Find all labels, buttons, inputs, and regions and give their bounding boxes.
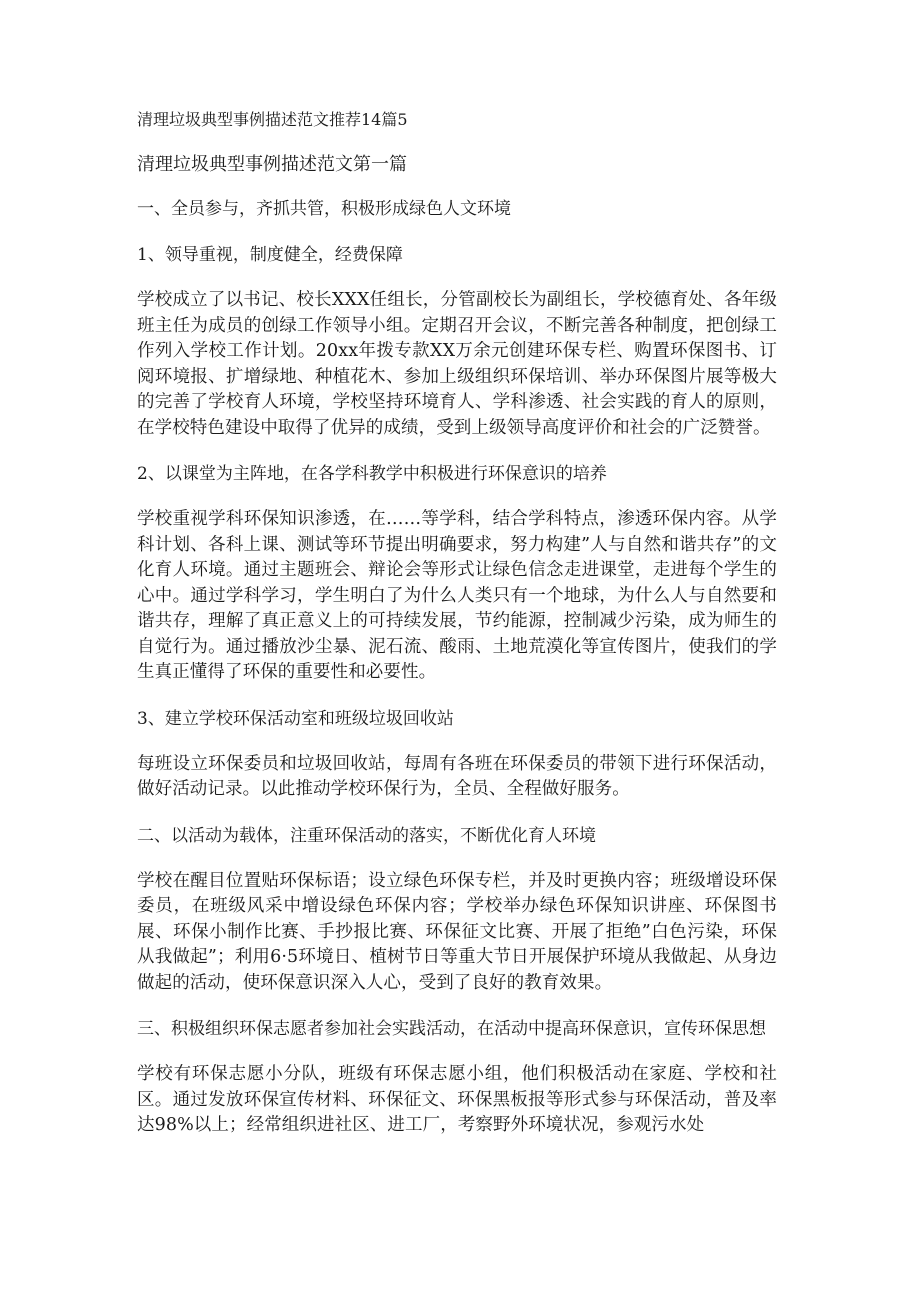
section-heading: 一、全员参与，齐抓共管，积极形成绿色人文环境 xyxy=(137,199,511,219)
document-body xyxy=(137,196,777,1139)
document-title: 清理垃圾典型事例描述范文推荐14篇5 xyxy=(137,110,408,129)
section-heading: 二、以活动为载体，注重环保活动的落实，不断优化育人环境 xyxy=(137,825,596,846)
section-title: 清理垃圾典型事例描述范文第一篇 xyxy=(137,154,407,175)
section-heading: 3、建立学校环保活动室和班级垃圾回收站 xyxy=(137,708,454,729)
paragraph: 学校重视学科环保知识渗透，在……等学科，结合学科特点，渗透环保内容。从学科计划、各科上课、测试等环节提出明确要求，努力构建”人与自然和谐共存”的文化育人环境。通过主题班会、辩论会等形式让绿色信念走进课堂，走进每个学生的心中。通过学科学习，学生明白了为什么人类只有一个地球，为什么人与自然要和谐共存，理解了真正意义上的可持续发展，节约能源，控制减少污染，成为师生的自觉行为。通过播放沙尘暴、泥石流、酸雨、土地荒漠化等宣传图片，使我们的学生真正懂得了环保的重要性和必要性。 xyxy=(137,509,777,682)
paragraph: 学校成立了以书记、校长XXX任组长，分管副校长为副组长，学校德育处、各年级班主任为成员的创绿工作领导小组。定期召开会议，不断完善各种制度，把创绿工作列入学校工作计划。20xx年拨专款XX万余元创建环保专栏、购置环保图书、订阅环境报、扩增绿地、种植花木、参加上级组织环保培训、举办环保图片展等极大的完善了学校育人环境，学校坚持环境育人、学科渗透、社会实践的育人的原则，在学校特色建设中取得了优异的成绩，受到上级领导高度评价和社会的广泛赞誉。 xyxy=(137,290,777,438)
section-heading: 1、领导重视，制度健全，经费保障 xyxy=(137,245,403,265)
document-page xyxy=(137,108,777,1159)
section-heading: 三、积极组织环保志愿者参加社会实践活动，在活动中提高环保意识，宣传环保思想 xyxy=(137,1019,766,1039)
paragraph: 每班设立环保委员和垃圾回收站，每周有各班在环保委员的带领下进行环保活动，做好活动记录。以此推动学校环保行为，全员、全程做好服务。 xyxy=(137,753,777,799)
paragraph: 学校有环保志愿小分队，班级有环保志愿小组，他们积极活动在家庭、学校和社区。通过发放环保宣传材料、环保征文、环保黑板报等形式参与环保活动，普及率达98%以上；经常组织进社区、进工厂，考察野外环境状况，参观污水处 xyxy=(137,1064,777,1135)
paragraph: 学校在醒目位置贴环保标语；设立绿色环保专栏，并及时更换内容；班级增设环保委员，在班级风采中增设绿色环保内容；学校举办绿色环保知识讲座、环保图书展、环保小制作比赛、手抄报比赛、环保征文比赛、开展了拒绝”白色污染，环保从我做起”；利用6·5环境日、植树节日等重大节日开展保护环境从我做起、从身边做起的活动，使环保意识深入人心，受到了良好的教育效果。 xyxy=(137,870,777,993)
section-heading: 2、以课堂为主阵地，在各学科教学中积极进行环保意识的培养 xyxy=(137,464,607,484)
